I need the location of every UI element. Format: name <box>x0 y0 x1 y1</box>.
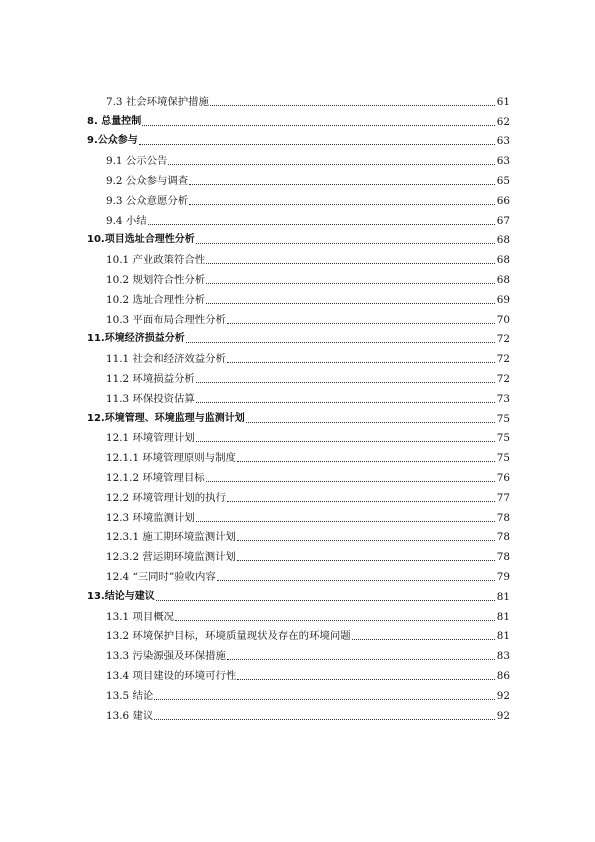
toc-entry-title: 12.2 环境管理计划的执行 <box>106 491 226 504</box>
toc-entry-page-number: 61 <box>496 95 510 108</box>
toc-entry-page-number: 75 <box>496 432 510 445</box>
toc-entry-page-number: 78 <box>496 551 510 564</box>
toc-entry[interactable] <box>87 246 510 266</box>
toc-entry-page-number: 77 <box>496 491 510 504</box>
dot-leader <box>210 105 495 106</box>
toc-entry[interactable] <box>87 484 510 504</box>
toc-entry[interactable] <box>87 543 510 563</box>
dot-leader <box>227 659 495 660</box>
toc-entry-page-number: 63 <box>496 155 510 168</box>
dot-leader <box>206 481 495 482</box>
toc-entry-title: 10.1 产业政策符合性 <box>106 254 206 267</box>
toc-entry-title: 10.3 平面布局合理性分析 <box>106 313 226 326</box>
toc-entry[interactable] <box>87 623 510 643</box>
toc-entry-title: 12.1.2 环境管理目标 <box>106 471 205 484</box>
toc-entry[interactable] <box>87 504 510 524</box>
dot-leader <box>237 540 495 541</box>
toc-entry-title: 9.1 公示公告 <box>106 155 168 168</box>
toc-entry[interactable] <box>87 524 510 544</box>
toc-entry-title: 7.3 社会环境保护措施 <box>106 95 209 108</box>
toc-entry-title: 13.4 项目建设的环境可行性 <box>106 669 237 682</box>
toc-entry-page-number: 73 <box>496 392 510 405</box>
dot-leader <box>196 402 495 403</box>
toc-entry-title: 12.1.1 环境管理原则与制度 <box>106 452 236 465</box>
toc-entry-title: 13.5 结论 <box>106 689 154 702</box>
dot-leader <box>227 323 495 324</box>
toc-entry-page-number: 72 <box>496 372 510 385</box>
toc-entry-page-number: 78 <box>496 531 510 544</box>
dot-leader <box>139 144 495 145</box>
toc-entry-page-number: 63 <box>496 135 510 148</box>
toc-entry-page-number: 69 <box>496 293 510 306</box>
toc-entry[interactable] <box>87 583 510 603</box>
toc-entry-page-number: 68 <box>496 234 510 247</box>
toc-entry[interactable] <box>87 405 510 425</box>
toc-entry-page-number: 68 <box>496 273 510 286</box>
toc-entry[interactable] <box>87 187 510 207</box>
toc-entry-page-number: 70 <box>496 313 510 326</box>
toc-entry-title: 12.3.2 营运期环境监测计划 <box>106 551 236 564</box>
dot-leader <box>206 263 495 264</box>
toc-entry-page-number: 62 <box>496 115 510 128</box>
toc-entry[interactable] <box>87 603 510 623</box>
toc-entry-title: 9.4 小结 <box>106 214 147 227</box>
toc-entry[interactable] <box>87 563 510 583</box>
dot-leader <box>196 441 495 442</box>
toc-entry[interactable] <box>87 345 510 365</box>
toc-entry[interactable] <box>87 128 510 148</box>
toc-entry-title: 12.环境管理、环境监理与监测计划 <box>87 412 245 424</box>
dot-leader <box>206 283 495 284</box>
dot-leader <box>175 620 495 621</box>
dot-leader <box>196 521 495 522</box>
dot-leader <box>227 362 495 363</box>
toc-entry-title: 12.4 “三同时”验收内容 <box>106 570 216 583</box>
toc-entry-title: 11.环境经济损益分析 <box>87 333 185 345</box>
toc-entry-title: 13.1 项目概况 <box>106 610 175 623</box>
dot-leader <box>237 679 495 680</box>
toc-entry-title: 11.2 环境损益分析 <box>106 372 195 385</box>
toc-entry-title: 8. 总量控制 <box>87 115 142 127</box>
toc-entry[interactable] <box>87 266 510 286</box>
toc-entry-title: 9.公众参与 <box>87 135 138 147</box>
toc-entry-page-number: 75 <box>496 452 510 465</box>
toc-entry-page-number: 72 <box>496 333 510 346</box>
toc-entry-title: 9.2 公众参与调查 <box>106 174 189 187</box>
toc-entry-title: 10.2 规划符合性分析 <box>106 273 206 286</box>
dot-leader <box>227 501 495 502</box>
toc-entry[interactable] <box>87 425 510 445</box>
dot-leader <box>196 382 495 383</box>
toc-entry-page-number: 81 <box>496 610 510 623</box>
dot-leader <box>246 422 495 423</box>
dot-leader <box>189 184 495 185</box>
toc-entry[interactable] <box>87 444 510 464</box>
toc-entry-page-number: 92 <box>496 709 510 722</box>
dot-leader <box>154 719 495 720</box>
dot-leader <box>142 125 495 126</box>
toc-entry-title: 12.3.1 施工期环境监测计划 <box>106 531 236 544</box>
toc-entry-page-number: 72 <box>496 353 510 366</box>
toc-entry-page-number: 86 <box>496 669 510 682</box>
toc-entry[interactable] <box>87 227 510 247</box>
toc-entry[interactable] <box>87 167 510 187</box>
dot-leader <box>196 243 495 244</box>
dot-leader <box>206 303 495 304</box>
dot-leader <box>148 224 495 225</box>
toc-entry-title: 11.1 社会和经济效益分析 <box>106 353 226 366</box>
toc-entry-title: 10.项目选址合理性分析 <box>87 234 195 246</box>
toc-entry-page-number: 78 <box>496 511 510 524</box>
dot-leader <box>352 639 495 640</box>
toc-entry-page-number: 81 <box>496 590 510 603</box>
dot-leader <box>168 164 495 165</box>
dot-leader <box>217 580 495 581</box>
toc-entry[interactable] <box>87 385 510 405</box>
toc-entry[interactable] <box>87 207 510 227</box>
toc-entry[interactable] <box>87 306 510 326</box>
toc-entry-title: 13.6 建议 <box>106 709 154 722</box>
toc-entry-page-number: 83 <box>496 650 510 663</box>
toc-entry[interactable] <box>87 642 510 662</box>
toc-entry-page-number: 76 <box>496 471 510 484</box>
toc-entry-title: 13.3 污染源强及环保措施 <box>106 650 226 663</box>
toc-entry[interactable] <box>87 662 510 682</box>
toc-entry-page-number: 66 <box>496 194 510 207</box>
toc-entry[interactable] <box>87 365 510 385</box>
toc-entry-page-number: 68 <box>496 254 510 267</box>
table-of-contents <box>87 88 510 722</box>
toc-entry[interactable] <box>87 682 510 702</box>
toc-entry-page-number: 81 <box>496 630 510 643</box>
toc-entry-title: 9.3 公众意愿分析 <box>106 194 189 207</box>
toc-entry-page-number: 67 <box>496 214 510 227</box>
toc-entry[interactable] <box>87 147 510 167</box>
toc-entry[interactable] <box>87 286 510 306</box>
dot-leader <box>237 461 495 462</box>
dot-leader <box>156 600 495 601</box>
toc-entry[interactable] <box>87 108 510 128</box>
toc-entry-title: 13.结论与建议 <box>87 590 155 602</box>
dot-leader <box>154 699 495 700</box>
toc-entry-title: 10.2 选址合理性分析 <box>106 293 206 306</box>
toc-entry-title: 11.3 环保投资估算 <box>106 392 195 405</box>
toc-entry-title: 13.2 环境保护目标，环境质量现状及存在的环境问题 <box>106 630 351 643</box>
toc-entry-page-number: 65 <box>496 174 510 187</box>
toc-entry[interactable] <box>87 464 510 484</box>
toc-entry-title: 12.1 环境管理计划 <box>106 432 195 445</box>
dot-leader <box>189 204 495 205</box>
toc-entry-page-number: 79 <box>496 570 510 583</box>
toc-entry-page-number: 75 <box>496 412 510 425</box>
toc-entry[interactable] <box>87 702 510 722</box>
toc-entry[interactable] <box>87 88 510 108</box>
toc-entry[interactable] <box>87 326 510 346</box>
toc-entry-page-number: 92 <box>496 689 510 702</box>
dot-leader <box>186 342 495 343</box>
toc-entry-title: 12.3 环境监测计划 <box>106 511 195 524</box>
dot-leader <box>237 560 495 561</box>
